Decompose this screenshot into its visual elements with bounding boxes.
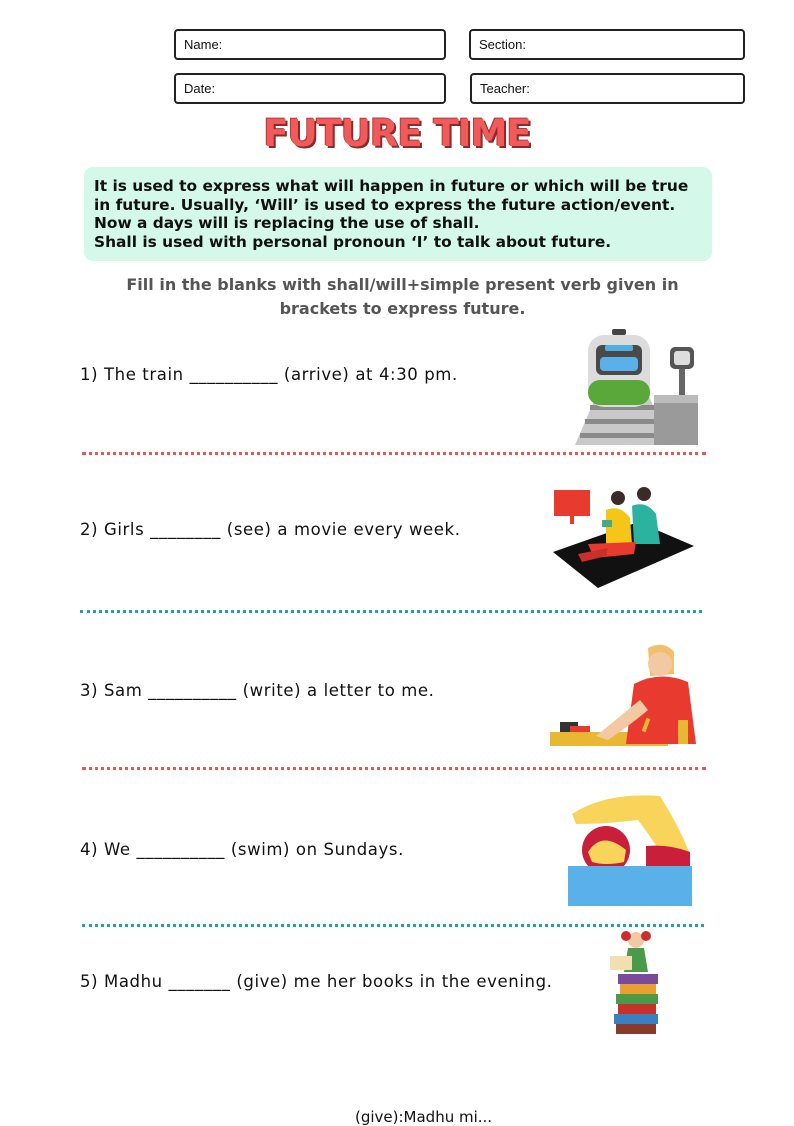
- teacher-field[interactable]: [470, 73, 745, 104]
- footer-fragment: (give):Madhu mi...: [355, 1108, 493, 1126]
- info-paragraph-1: It is used to express what will happen in future or which will be true in future. Usually, ‘Will’ is used to express the future action/event. Now a days will is replacing the use of shall.: [94, 177, 689, 232]
- divider-3: [82, 767, 706, 770]
- date-field[interactable]: [174, 73, 446, 104]
- instruction-text: Fill in the blanks with shall/will+simple present verb given in brackets to express future.: [126, 275, 679, 318]
- writing-boy-icon: [548, 640, 700, 748]
- info-paragraph-2: Shall is used with personal pronoun ‘I’ to talk about future.: [94, 232, 612, 251]
- question-5: 5) Madhu _______ (give) me her books in the evening.: [80, 972, 553, 991]
- train-icon: [570, 325, 700, 447]
- question-3: 3) Sam __________ (write) a letter to me.: [80, 681, 435, 700]
- divider-2: [80, 610, 702, 613]
- swimmer-icon: [566, 790, 694, 908]
- name-label: Name:: [184, 37, 223, 52]
- page-title: FUTURE TIME: [263, 112, 531, 155]
- divider-1: [82, 452, 706, 455]
- info-box: [84, 167, 712, 261]
- question-2: 2) Girls ________ (see) a movie every week.: [80, 520, 461, 539]
- movie-watchers-icon: [548, 484, 698, 590]
- section-field[interactable]: [469, 29, 745, 60]
- girl-on-books-icon: [604, 926, 666, 1038]
- name-field[interactable]: [174, 29, 446, 60]
- date-label: Date:: [184, 81, 216, 96]
- section-label: Section:: [479, 37, 526, 52]
- question-1: 1) The train __________ (arrive) at 4:30 pm.: [80, 365, 458, 384]
- teacher-label: Teacher:: [480, 81, 530, 96]
- question-4: 4) We __________ (swim) on Sundays.: [80, 840, 404, 859]
